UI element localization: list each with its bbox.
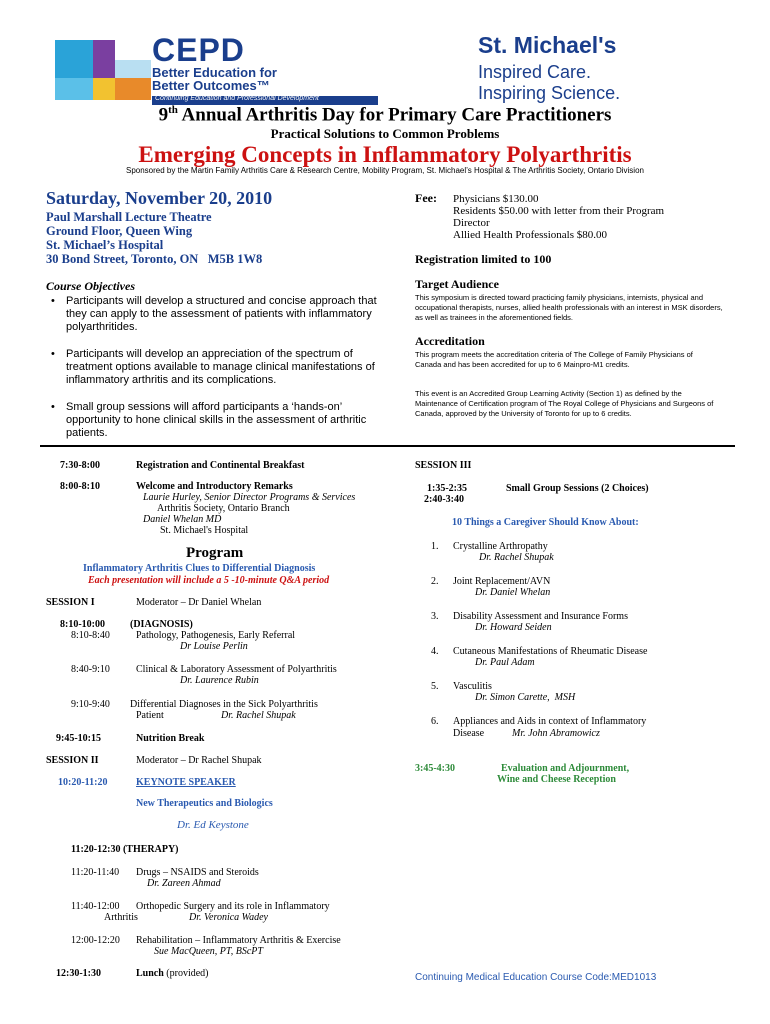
audience-text: This symposium is directed toward practicing family physicians, internists, physical and occupational therapists, nurses, allied health professionals with an interest in MSK disorders, as well as trainees in the aforementioned fields. xyxy=(415,293,723,322)
event-date: Saturday, November 20, 2010 xyxy=(46,188,273,208)
time: 9:45-10:15 xyxy=(56,733,101,744)
schedule-item-cont: Patient xyxy=(136,710,164,721)
venue-line-3: St. Michael’s Hospital xyxy=(46,238,164,252)
schedule-item: Evaluation and Adjournment, xyxy=(501,763,630,774)
st-michaels-tagline-2: Inspiring Science. xyxy=(478,83,621,103)
st-michaels-logo xyxy=(478,32,698,104)
cepd-tagline-1: Better Education for xyxy=(152,65,277,80)
fee-allied: Allied Health Professionals $80.00 xyxy=(453,229,607,241)
bullet-icon: • xyxy=(51,401,55,413)
speaker: Dr. Rachel Shupak xyxy=(221,710,296,721)
things-heading: 10 Things a Caregiver Should Know About: xyxy=(452,517,639,528)
session-moderator: Moderator – Dr Daniel Whelan xyxy=(136,597,262,608)
speaker: Mr. John Abramowicz xyxy=(512,728,600,739)
speaker: Laurie Hurley, Senior Director Programs & Services xyxy=(143,492,356,503)
time: 8:00-8:10 xyxy=(60,481,100,492)
speaker-affiliation: St. Michael's Hospital xyxy=(160,525,249,536)
speaker: Dr. Laurence Rubin xyxy=(180,675,259,686)
keynote-topic: New Therapeutics and Biologics xyxy=(136,798,273,809)
accreditation-text-1: This program meets the accreditation criteria of The College of Family Physicians of Canada and has been accredited for up to 6 Mainpro-M1 credits. xyxy=(415,350,693,369)
schedule-item: Drugs – NSAIDS and Steroids xyxy=(136,867,259,878)
fee-residents-cont: Director xyxy=(453,217,490,229)
list-item: Disability Assessment and Insurance Forms xyxy=(453,611,628,622)
speaker: Dr Louise Perlin xyxy=(180,641,248,652)
speaker-affiliation: Arthritis Society, Ontario Branch xyxy=(157,503,290,514)
list-number: 2. xyxy=(431,576,439,587)
lunch-note: (provided) xyxy=(166,968,209,979)
objective-item xyxy=(46,295,396,334)
objectives-list xyxy=(46,295,396,454)
time: 12:30-1:30 xyxy=(56,968,101,979)
objective-item xyxy=(46,401,396,440)
bullet-icon: • xyxy=(51,295,55,307)
keynote-speaker: Dr. Ed Keystone xyxy=(177,819,249,831)
event-title xyxy=(0,104,770,126)
list-number: 1. xyxy=(431,541,439,552)
venue-line-2: Ground Floor, Queen Wing xyxy=(46,224,193,238)
section-divider xyxy=(40,445,735,447)
fee-physicians: Physicians $130.00 xyxy=(453,193,539,205)
schedule-item: Pathology, Pathogenesis, Early Referral xyxy=(136,630,296,641)
time: 8:40-9:10 xyxy=(71,664,110,675)
cepd-subline: Continuing Education and Professional Development xyxy=(155,95,319,102)
schedule-item-cont: Arthritis xyxy=(104,912,138,923)
cepd-logo xyxy=(55,32,380,106)
program-title: Program xyxy=(186,545,244,561)
accreditation-text-2: This event is an Accredited Group Learning Activity (Section 1) as defined by the Maintenance of Certification program of The Royal College of Physicians and Surgeons of Canada, approved by the University of Toronto for up to 6 credits. xyxy=(415,389,714,418)
session-moderator: Moderator – Dr Rachel Shupak xyxy=(136,755,262,766)
keynote-link[interactable]: KEYNOTE SPEAKER xyxy=(136,777,236,788)
time: 10:20-11:20 xyxy=(58,777,108,788)
time: 8:10-10:00 xyxy=(60,619,105,630)
schedule-item: Clinical & Laboratory Assessment of Polyarthritis xyxy=(136,664,337,675)
schedule-item: Rehabilitation – Inflammatory Arthritis & Exercise xyxy=(136,935,341,946)
list-item: Appliances and Aids in context of Inflammatory xyxy=(453,716,647,727)
program-subtitle: Inflammatory Arthritis Clues to Differential Diagnosis xyxy=(83,563,316,574)
schedule-item: Orthopedic Surgery and its role in Inflammatory xyxy=(136,901,330,912)
fee-residents: Residents $50.00 with letter from their Program xyxy=(453,205,665,217)
time: 8:10-8:40 xyxy=(71,630,110,641)
schedule-item xyxy=(136,968,209,979)
session-label: SESSION II xyxy=(46,755,99,766)
speaker: Dr. Rachel Shupak xyxy=(479,552,554,563)
speaker: Dr. Paul Adam xyxy=(475,657,535,668)
program-note: Each presentation will include a 5 -10-minute Q&A period xyxy=(88,575,330,586)
time: 11:40-12:00 xyxy=(71,901,120,912)
schedule-item: Differential Diagnoses in the Sick Polyarthritis xyxy=(130,699,318,710)
list-number: 5. xyxy=(431,681,439,692)
cepd-tagline-2: Better Outcomes™ xyxy=(152,78,270,93)
registration-limit: Registration limited to 100 xyxy=(415,252,552,266)
title-text: Annual Arthritis Day for Primary Care Practitioners xyxy=(181,104,612,126)
list-item: Vasculitis xyxy=(453,681,492,692)
block-label: 11:20-12:30 (THERAPY) xyxy=(71,844,179,855)
time: 12:00-12:20 xyxy=(71,935,120,946)
time: 7:30-8:00 xyxy=(60,460,100,471)
list-item: Cutaneous Manifestations of Rheumatic Disease xyxy=(453,646,648,657)
list-item: Joint Replacement/AVN xyxy=(453,576,551,587)
st-michaels-name: St. Michael's xyxy=(478,32,617,58)
objective-text: Participants will develop an appreciation of the spectrum of treatment options available to manage clinical manifestations of inflammatory arthritis and its complications. xyxy=(66,348,375,386)
session-label: SESSION III xyxy=(415,460,472,471)
time: 11:20-11:40 xyxy=(71,867,120,878)
list-item: Crystalline Arthropathy xyxy=(453,541,548,552)
fee-label: Fee: xyxy=(415,191,437,205)
list-number: 6. xyxy=(431,716,439,727)
time: 3:45-4:30 xyxy=(415,763,455,774)
st-michaels-tagline-1: Inspired Care. xyxy=(478,62,592,82)
objective-item xyxy=(46,348,396,387)
event-sponsor: Sponsored by the Martin Family Arthritis Care & Research Centre, Mobility Program, St. Michael’s Hospital & The Arthritis Society, Ontario Division xyxy=(126,166,644,175)
cepd-color-blocks-icon xyxy=(55,40,150,102)
objective-text: Participants will develop a structured and concise approach that they can apply to the assessment of patients with inflammatory polyarthritides. xyxy=(66,295,377,333)
time: 2:40-3:40 xyxy=(424,494,464,505)
speaker: Daniel Whelan MD xyxy=(143,514,222,525)
schedule-item-cont: Wine and Cheese Reception xyxy=(497,774,616,785)
title-ordinal: 9 xyxy=(158,104,169,126)
session-label: SESSION I xyxy=(46,597,95,608)
block-label: (DIAGNOSIS) xyxy=(130,619,193,630)
event-headline: Emerging Concepts in Inflammatory Polyarthritis xyxy=(138,142,632,167)
audience-heading: Target Audience xyxy=(415,277,499,291)
speaker: Dr. Veronica Wadey xyxy=(189,912,268,923)
venue-line-1: Paul Marshall Lecture Theatre xyxy=(46,210,212,224)
schedule-item: Nutrition Break xyxy=(136,733,205,744)
speaker: Dr. Howard Seiden xyxy=(475,622,552,633)
venue-line-4: 30 Bond Street, Toronto, ON M5B 1W8 xyxy=(46,252,263,266)
objectives-heading: Course Objectives xyxy=(46,279,135,293)
cepd-wordmark: CEPD xyxy=(152,32,245,68)
event-subtitle: Practical Solutions to Common Problems xyxy=(270,126,500,141)
speaker: Dr. Daniel Whelan xyxy=(475,587,551,598)
time: 9:10-9:40 xyxy=(71,699,110,710)
schedule-item: Small Group Sessions (2 Choices) xyxy=(506,483,649,494)
course-code: Continuing Medical Education Course Code:MED1013 xyxy=(415,972,657,983)
list-item-cont: Disease xyxy=(453,728,485,739)
schedule-item: Registration and Continental Breakfast xyxy=(136,460,305,471)
objective-text: Small group sessions will afford participants a ‘hands-on’ opportunity to hone clinical skills in the assessment of arthritic patients. xyxy=(66,401,367,439)
time: 1:35-2:35 xyxy=(427,483,467,494)
accreditation-heading: Accreditation xyxy=(415,334,485,348)
list-number: 4. xyxy=(431,646,439,657)
list-number: 3. xyxy=(431,611,439,622)
schedule-item: Welcome and Introductory Remarks xyxy=(136,481,293,492)
speaker: Sue MacQueen, PT, BScPT xyxy=(154,946,263,957)
bullet-icon: • xyxy=(51,348,55,360)
speaker: Dr. Simon Carette, MSH xyxy=(475,692,576,703)
lunch-label: Lunch xyxy=(136,968,164,979)
speaker: Dr. Zareen Ahmad xyxy=(147,878,221,889)
title-ordinal-sup: th xyxy=(168,104,178,116)
